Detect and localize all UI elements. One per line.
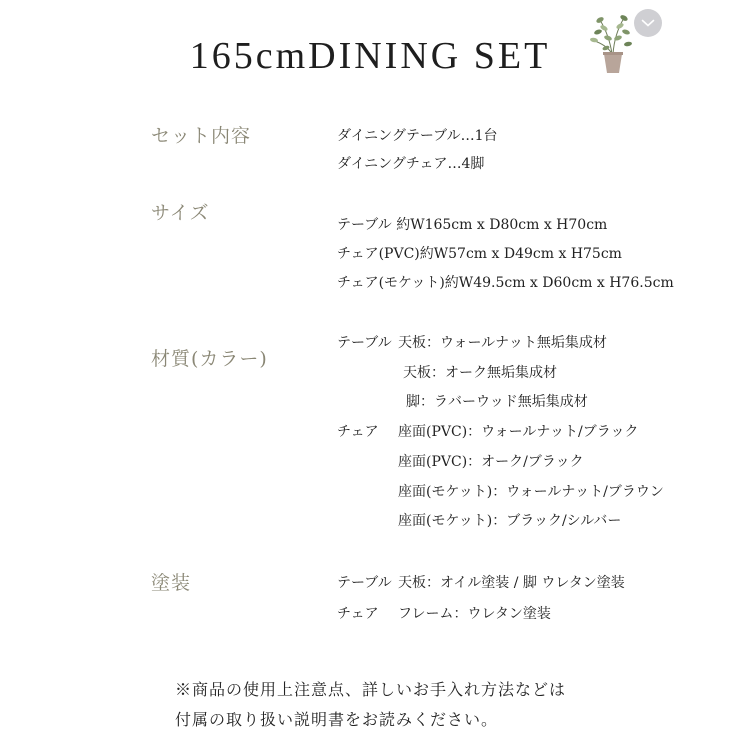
- care-note-line: ※商品の使用上注意点、詳しいお手入れ方法などは: [175, 680, 567, 699]
- page-title: 165cmDINING SET: [189, 35, 551, 77]
- finish-table-head: テーブル: [337, 575, 392, 591]
- finish-chair-line: フレーム：ウレタン塗装: [398, 606, 551, 622]
- size-line: テーブル 約W165cm x D80cm x H70cm: [337, 217, 608, 233]
- section-label-size: サイズ: [151, 202, 210, 224]
- finish-chair-head: チェア: [337, 606, 379, 622]
- material-chair-head: チェア: [337, 424, 379, 440]
- material-table-line: 天板：オーク無垢集成材: [403, 365, 557, 381]
- size-line: チェア(PVC)約W57cm x D49cm x H75cm: [337, 246, 622, 262]
- section-label-finish: 塗装: [151, 572, 192, 594]
- check-circle-icon[interactable]: [634, 9, 662, 37]
- material-table-head: テーブル: [337, 335, 392, 351]
- material-table-line: 脚：ラバーウッド無垢集成材: [406, 394, 588, 410]
- material-chair-line: 座面(PVC)：ウォールナット/ブラック: [398, 424, 639, 440]
- material-chair-line: 座面(モケット)：ウォールナット/ブラウン: [398, 484, 664, 500]
- material-table-line: 天板：ウォールナット無垢集成材: [398, 335, 607, 351]
- potted-plant-icon: [588, 10, 638, 76]
- material-chair-line: 座面(PVC)：オーク/ブラック: [398, 454, 584, 470]
- material-chair-line: 座面(モケット)：ブラック/シルバー: [398, 513, 622, 529]
- section-label-contents: セット内容: [151, 125, 252, 147]
- contents-line: ダイニングチェア…4脚: [337, 156, 485, 172]
- checkmark-icon: [641, 18, 655, 28]
- contents-line: ダイニングテーブル…1台: [337, 128, 498, 144]
- finish-table-line: 天板：オイル塗装 / 脚 ウレタン塗装: [398, 575, 625, 591]
- section-label-material: 材質(カラー): [151, 348, 268, 370]
- care-note-line: 付属の取り扱い説明書をお読みください。: [175, 710, 499, 729]
- size-line: チェア(モケット)約W49.5cm x D60cm x H76.5cm: [337, 275, 674, 291]
